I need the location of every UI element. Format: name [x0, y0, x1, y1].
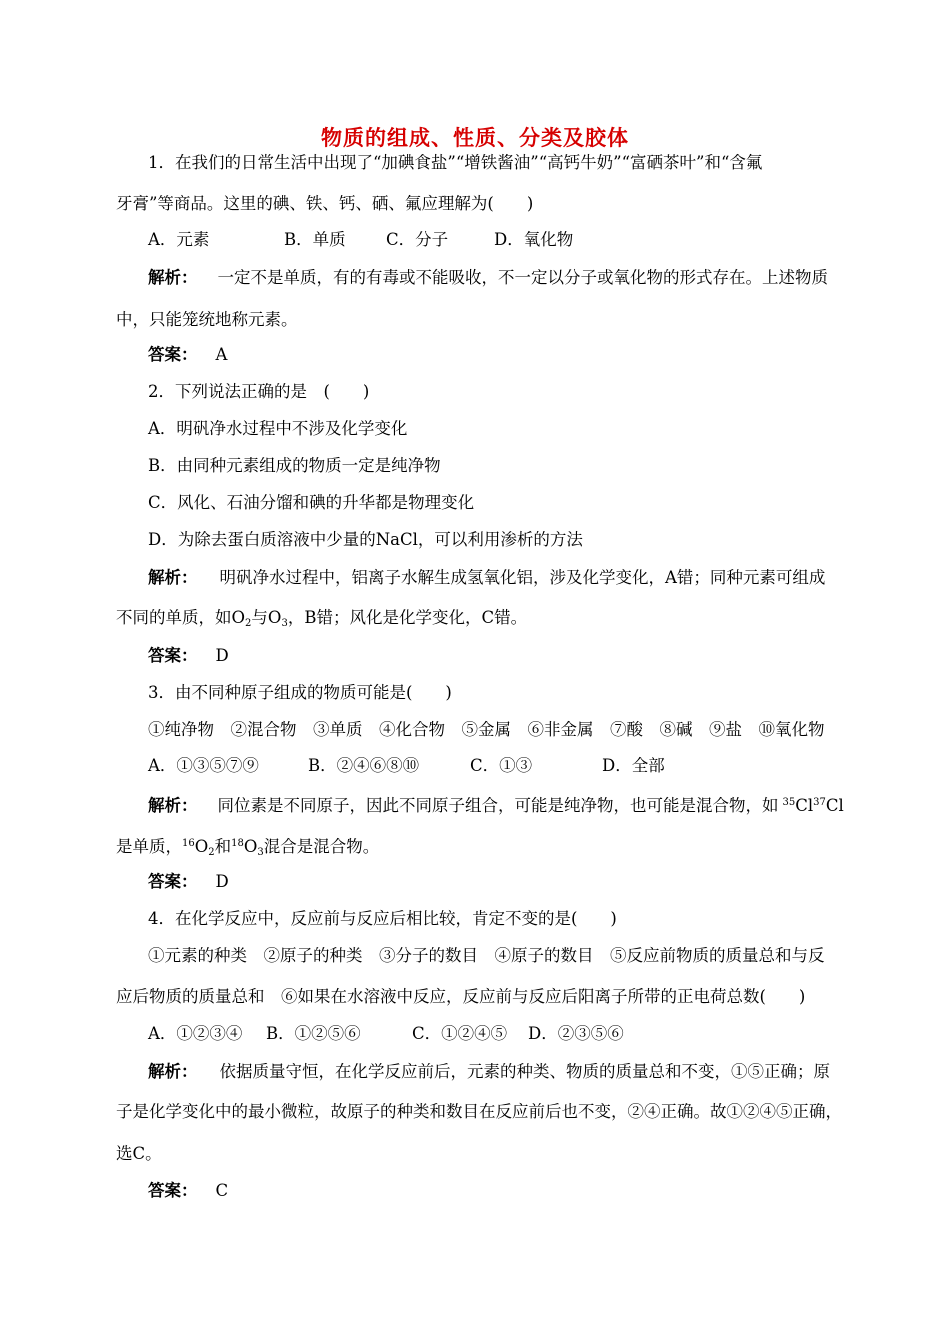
- q4-items-line2: 应后物质的质量总和 ⑥如果在水溶液中反应，反应前与反应后阳离子所带的正电荷总数( ): [116, 987, 806, 1006]
- q1-option-a: A．元素: [148, 230, 210, 249]
- q1-answer-value: A: [215, 345, 228, 364]
- q4-option-b: B．①②⑤⑥: [266, 1024, 361, 1043]
- q4-analysis-label: 解析：: [148, 1062, 198, 1081]
- q3-items: ①纯净物 ②混合物 ③单质 ④化合物 ⑤金属 ⑥非金属 ⑦酸 ⑧碱 ⑨盐 ⑩氧化物: [148, 720, 825, 739]
- q4-items-line1: ①元素的种类 ②原子的种类 ③分子的数目 ④原子的数目 ⑤反应前物质的质量总和与反: [148, 946, 825, 965]
- q1-answer: [148, 344, 227, 366]
- q1-analysis-line1: [148, 267, 828, 289]
- q4-stem: 4．在化学反应中，反应前与反应后相比较，肯定不变的是( ): [148, 909, 617, 928]
- q2-analysis-text: 明矾净水过程中，铝离子水解生成氢氧化铝，涉及化学变化，A错；同种元素可组成: [219, 568, 826, 587]
- q4-analysis-text: 依据质量守恒，在化学反应前后，元素的种类、物质的质量总和不变，①⑤正确；原: [219, 1062, 830, 1081]
- q4-analysis-line2: 子是化学变化中的最小微粒，故原子的种类和数目在反应前后也不变，②④正确。故①②④⑤正确，: [116, 1102, 842, 1121]
- q2-option-d: D．为除去蛋白质溶液中少量的NaCl，可以利用渗析的方法: [148, 530, 583, 549]
- q2-stem: 2．下列说法正确的是 ( ): [148, 382, 370, 401]
- q3-analysis-label: 解析：: [148, 796, 198, 815]
- q3-option-d: D．全部: [602, 756, 665, 775]
- q1-answer-label: 答案：: [148, 345, 198, 364]
- q4-option-a: A．①②③④: [148, 1024, 243, 1043]
- q4-analysis-line3: 选C。: [116, 1144, 162, 1163]
- q1-option-d: D．氧化物: [494, 230, 574, 249]
- q1-analysis-line2: 中，只能笼统地称元素。: [116, 310, 298, 329]
- q4-option-c: C．①②④⑤: [412, 1024, 508, 1043]
- q2-answer-label: 答案：: [148, 646, 198, 665]
- q1-stem-line2: 牙膏”等商品。这里的碘、铁、钙、硒、氟应理解为( ): [116, 194, 534, 213]
- q4-answer: [148, 1180, 228, 1202]
- q2-analysis-line2: 不同的单质，如$O_2$与$O_3$，B错；风化是化学变化，C错。: [116, 608, 528, 629]
- q2-answer-value: D: [215, 646, 229, 665]
- q3-analysis-line2: 是单质，$^{16}O_2$和$^{18}O_3$混合是混合物。: [116, 837, 380, 858]
- q2-option-b: B．由同种元素组成的物质一定是纯净物: [148, 456, 441, 475]
- q2-option-c: C．风化、石油分馏和碘的升华都是物理变化: [148, 493, 475, 512]
- q3-stem: 3．由不同种原子组成的物质可能是( ): [148, 683, 452, 702]
- q3-option-b: B．②④⑥⑧⑩: [308, 756, 420, 775]
- q2-analysis-label: 解析：: [148, 568, 198, 587]
- q4-answer-label: 答案：: [148, 1181, 198, 1200]
- q1-stem-line1: 1．在我们的日常生活中出现了“加碘食盐”“增铁酱油”“高钙牛奶”“富硒茶叶”和“含氟: [148, 153, 763, 172]
- q2-answer: [148, 645, 229, 667]
- document-title: 物质的组成、性质、分类及胶体: [321, 125, 629, 150]
- q1-option-c: C．分子: [386, 230, 449, 249]
- q2-option-a: A．明矾净水过程中不涉及化学变化: [148, 419, 408, 438]
- q3-analysis-line1: 解析： 同位素是不同原子，因此不同原子组合，可能是纯净物，也可能是混合物，如 $^{35}$Cl$^{37}$Cl: [148, 796, 844, 815]
- q3-option-c: C．①③: [470, 756, 533, 775]
- q3-answer: [148, 871, 229, 893]
- q3-answer-value: D: [215, 872, 229, 891]
- q3-answer-label: 答案：: [148, 872, 198, 891]
- q1-analysis-label: 解析：: [148, 268, 198, 287]
- q1-analysis-text: 一定不是单质，有的有毒或不能吸收，不一定以分子或氧化物的形式存在。上述物质: [217, 268, 828, 287]
- q4-analysis-line1: [148, 1061, 830, 1083]
- q4-option-d: D．②③⑤⑥: [528, 1024, 624, 1043]
- q3-option-a: A．①③⑤⑦⑨: [148, 756, 259, 775]
- q2-analysis-line1: [148, 567, 825, 589]
- q4-answer-value: C: [215, 1181, 229, 1200]
- q1-option-b: B．单质: [284, 230, 346, 249]
